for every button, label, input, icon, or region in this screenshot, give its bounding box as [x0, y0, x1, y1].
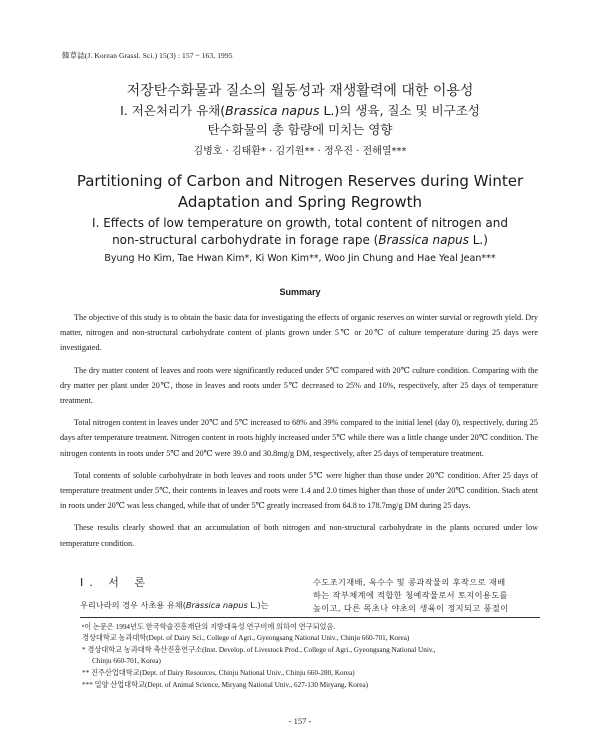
page-number: - 157 -	[288, 716, 312, 726]
species-name: Brassica napus	[225, 103, 320, 118]
footnote-affiliation: ** 진주산업대학교(Dept. of Dairy Resources, Chinju National Univ., Chinju 660-280, Korea)	[82, 669, 355, 677]
english-authors: Byung Ho Kim, Tae Hwan Kim*, Ki Won Kim**, Woo Jin Chung and Hae Yeal Jean***	[104, 253, 496, 264]
korean-authors: 김병호 · 김태환* · 김기원** · 정우진 · 전해열***	[193, 146, 407, 157]
summary-body	[60, 310, 538, 558]
english-title-line-2: Adaptation and Spring Regrowth	[177, 193, 423, 211]
text-line: 하는 작부체계에 적합한 청예작물로서 토지이용도를	[313, 590, 508, 600]
introduction-text-right	[313, 576, 538, 615]
footnote-affiliation: * 경상대학교 농과대학 축산진흥연구소(Inst. Develop. of Livestock Prod., College of Agri., Gyeongsang National Univ.,	[82, 646, 436, 654]
text-line: 높이고, 다른 목초나 야초의 생육이 정지되고 풍절이	[313, 603, 509, 613]
footnote-affiliation: *** 밀양 산업대학교(Dept. of Animal Science, Miryang National Univ., 627-130 Miryang, Korea)	[82, 681, 369, 689]
footnote-funding: ⁿ이 논문은 1994년도 한국학술진흥재단의 지방대육성 연구비에 의하여 연구되었음.	[82, 623, 336, 631]
summary-paragraph: Total contents of soluble carbohydrate in both leaves and roots under 5℃ were higher than those under 20℃ condition. After 25 days of temperature treatment under 5℃, their contents in leaves and roots were 1.4 and 2.0 times higher than those of under 20℃ condition. Stach atent in roots under 20℃ was less changed, while that of under 5℃ greatly increased from 64.8 to 178.7mg/g DM during 25 days.	[60, 470, 538, 511]
english-title-line-1: Partitioning of Carbon and Nitrogen Reserves during Winter	[76, 172, 524, 190]
species-name: Brassica napus	[378, 233, 469, 247]
summary-paragraph: The objective of this study is to obtain the basic data for investigating the effects of organic reserves on winter survial or regrowth yield. Dry matter, nitrogen and non-structural carbohydrate content of plants grown under 5℃ or 20℃ of culture temperature during 25 days were investigated.	[60, 313, 538, 353]
introduction-text-left: 우리나라의 경우 사초용 유채(Brassica napus L.)는	[80, 600, 269, 610]
english-subtitle-line-1: Ⅰ. Effects of low temperature on growth, total content of nitrogen and	[92, 216, 508, 230]
species-name: Brassica napus	[185, 600, 248, 610]
korean-title-line-1: 저장탄수화물과 질소의 월동성과 재생활력에 대한 이용성	[126, 83, 474, 99]
footnote-affiliation: 경상대학교 농과대학(Dept. of Dairy Sci., College of Agri., Gyeongsang National Univ., Chinju 660-701, Korea)	[82, 634, 410, 642]
summary-heading: Summary	[279, 287, 321, 297]
footnote-divider	[80, 617, 540, 618]
korean-title-line-3: 탄수화물의 총 함량에 미치는 영향	[207, 122, 393, 137]
text-line: 수도조기재배, 옥수수 및 콩과작물의 후작으로 재배	[313, 577, 506, 587]
summary-paragraph: These results clearly showed that an accumulation of both nitrogen and non-structural carbohydrate in the plants occured under low temperature condition.	[60, 523, 538, 548]
english-subtitle-line-2: non-structural carbohydrate in forage rape (Brassica napus L.)	[112, 233, 488, 247]
summary-paragraph: The dry matter content of leaves and roots were significantly reduced under 5℃ compared with 20℃ culture condition. Comparing with the dry matter per plant under 20℃, those in leaves and roots under 5℃ decreased to 25% and 10%, respectively, after 25 days of temperature treatment.	[60, 365, 538, 406]
section-heading-introduction: Ⅰ. 서 론	[80, 576, 151, 589]
journal-citation: 韓草誌(J. Korean Grassl. Sci.) 15(3) : 157 ~ 163, 1995	[62, 51, 233, 60]
summary-paragraph: Total nitrogen content in leaves under 20℃ and 5℃ increased to 68% and 39% compared to the initial lenel (day 0), respectively, during 25 days after temperature treatment. Nitrogen content in roots highly increased under 5℃ while there was a little change under 20℃ condition. The nitrogen contents in roots under 5℃ and 20℃ were 39.0 and 30.8mg/g DM, respectively, after 25 days of temperature treatment.	[60, 418, 538, 458]
korean-title-line-2: Ⅰ. 저온처리가 유채(Brassica napus L.)의 생육, 질소 및 비구조성	[120, 103, 480, 118]
footnote-affiliation-cont: Chinju 660-701, Korea)	[92, 657, 161, 665]
